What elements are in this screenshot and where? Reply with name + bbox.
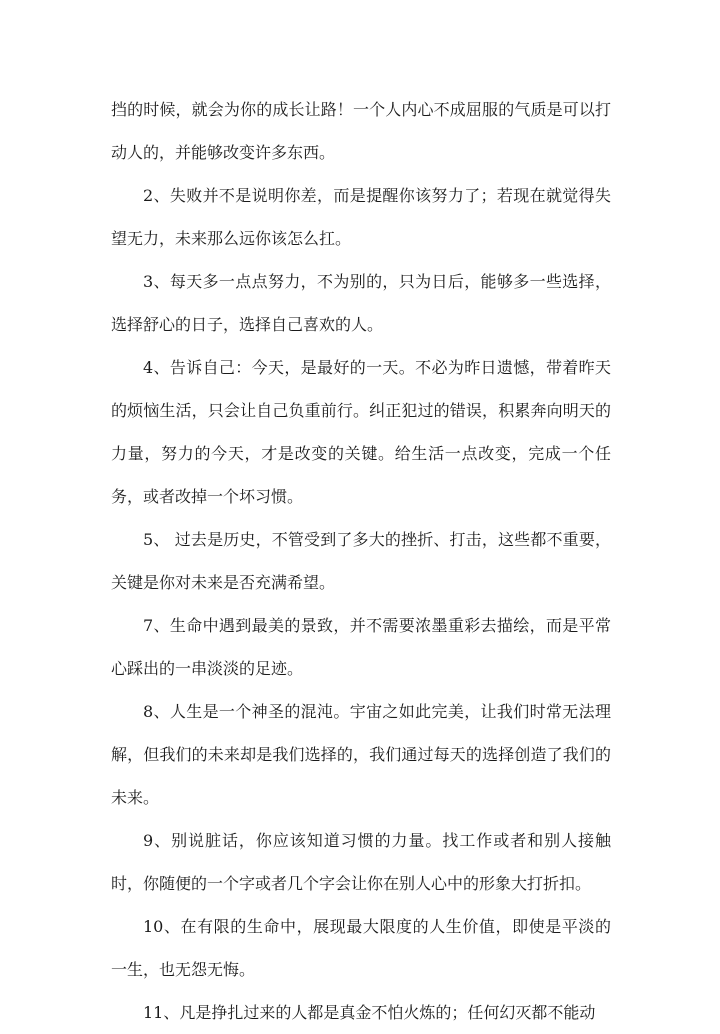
paragraph-10: 10、在有限的生命中，展现最大限度的人生价值，即使是平淡的一生，也无怨无悔。	[111, 917, 611, 979]
paragraph-8: 8、人生是一个神圣的混沌。宇宙之如此完美，让我们时常无法理解，但我们的未来却是我们选择的，我们通过每天的选择创造了我们的未来。	[111, 702, 611, 807]
paragraph-continuation: 挡的时候，就会为你的成长让路！一个人内心不成屈服的气质是可以打动人的，并能够改变许多东西。	[111, 100, 611, 162]
paragraph-2: 2、失败并不是说明你差，而是提醒你该努力了；若现在就觉得失望无力，未来那么远你该怎么扛。	[111, 186, 611, 248]
paragraph-11: 11、凡是挣扎过来的人都是真金不怕火炼的；任何幻灭都不能动	[143, 1003, 596, 1022]
paragraph-7: 7、生命中遇到最美的景致，并不需要浓墨重彩去描绘，而是平常心踩出的一串淡淡的足迹。	[111, 616, 611, 678]
document-body	[111, 88, 611, 1034]
paragraph-3: 3、每天多一点点努力，不为别的，只为日后，能够多一些选择，选择舒心的日子，选择自己喜欢的人。	[111, 272, 611, 334]
paragraph-9: 9、别说脏话，你应该知道习惯的力量。找工作或者和别人接触时，你随便的一个字或者几个字会让你在别人心中的形象大打折扣。	[111, 831, 611, 893]
paragraph-5: 5、 过去是历史，不管受到了多大的挫折、打击，这些都不重要，关键是你对未来是否充满希望。	[111, 530, 611, 592]
paragraph-4: 4、告诉自己：今天，是最好的一天。不必为昨日遗憾，带着昨天的烦恼生活，只会让自己负重前行。纠正犯过的错误，积累奔向明天的力量，努力的今天，才是改变的关键。给生活一点改变，完成一个任务，或者改掉一个坏习惯。	[111, 358, 611, 506]
